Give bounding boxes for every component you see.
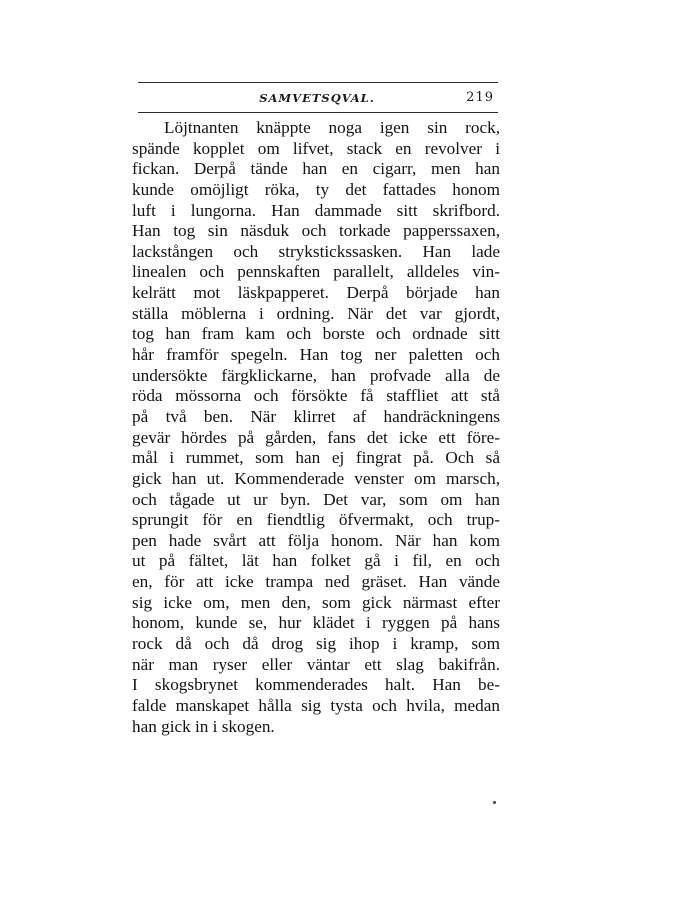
- text-line: röda mössorna och försökte få staffliet att stå: [132, 386, 500, 406]
- text-line: en, för att icke trampa ned gräset. Han vände: [132, 572, 500, 592]
- text-line: ställa möblerna i ordning. När det var gjordt,: [132, 303, 500, 323]
- text-line: linealen och pennskaften parallelt, alldeles vin-: [132, 262, 500, 282]
- body-paragraph: [132, 118, 500, 737]
- text-line: han gick in i skogen.: [132, 716, 275, 736]
- text-line: undersökte färgklickarne, han profvade alla de: [132, 365, 500, 385]
- top-rule: [138, 82, 498, 83]
- text-line: när man ryser eller väntar ett slag bakifrån.: [132, 654, 500, 674]
- paper-speck: [493, 801, 496, 804]
- running-head: [138, 87, 496, 107]
- text-line: sprungit för en fiendtlig öfvermakt, och trup-: [132, 510, 500, 530]
- text-line: Han tog sin näsduk och torkade papperssaxen,: [132, 221, 500, 241]
- text-line: I skogsbrynet kommenderades halt. Han be-: [132, 675, 500, 695]
- running-title: SAMVETSQVAL.: [259, 91, 375, 105]
- text-line: fickan. Derpå tände han en cigarr, men han: [132, 159, 500, 179]
- text-line: Löjtnanten knäppte noga igen sin rock,: [164, 118, 500, 137]
- text-line: hår framför spegeln. Han tog ner paletten och: [132, 345, 500, 365]
- text-line: tog han fram kam och borste och ordnade sitt: [132, 324, 500, 344]
- page-number: 219: [466, 90, 494, 105]
- text-line: luft i lungorna. Han dammade sitt skrifbord.: [132, 200, 500, 220]
- head-rule: [138, 112, 498, 113]
- text-line: gick han ut. Kommenderade venster om marsch,: [132, 468, 500, 488]
- text-line: på två ben. När klirret af handräckningens: [132, 406, 500, 426]
- text-line: lackstången och strykstickssasken. Han lade: [132, 241, 500, 261]
- text-line: pen hade svårt att följa honom. När han kom: [132, 530, 500, 550]
- text-line: gevär hördes på gården, fans det icke ett före-: [132, 427, 500, 447]
- text-line: mål i rummet, som han ej fingrat på. Och så: [132, 448, 500, 468]
- text-line: spände kopplet om lifvet, stack en revolver i: [132, 138, 500, 158]
- text-line: kelrätt mot läskpapperet. Derpå började han: [132, 283, 500, 303]
- text-line: ut på fältet, lät han folket gå i fil, en och: [132, 551, 500, 571]
- text-line: och tågade ut ur byn. Det var, som om han: [132, 489, 500, 509]
- text-line: rock då och då drog sig ihop i kramp, som: [132, 634, 500, 654]
- text-line: honom, kunde se, hur klädet i ryggen på hans: [132, 613, 500, 633]
- text-line: kunde omöjligt röka, ty det fattades honom: [132, 179, 500, 199]
- text-line: falde manskapet hålla sig tysta och hvila, medan: [132, 695, 500, 715]
- text-line: sig icke om, men den, som gick närmast efter: [132, 592, 500, 612]
